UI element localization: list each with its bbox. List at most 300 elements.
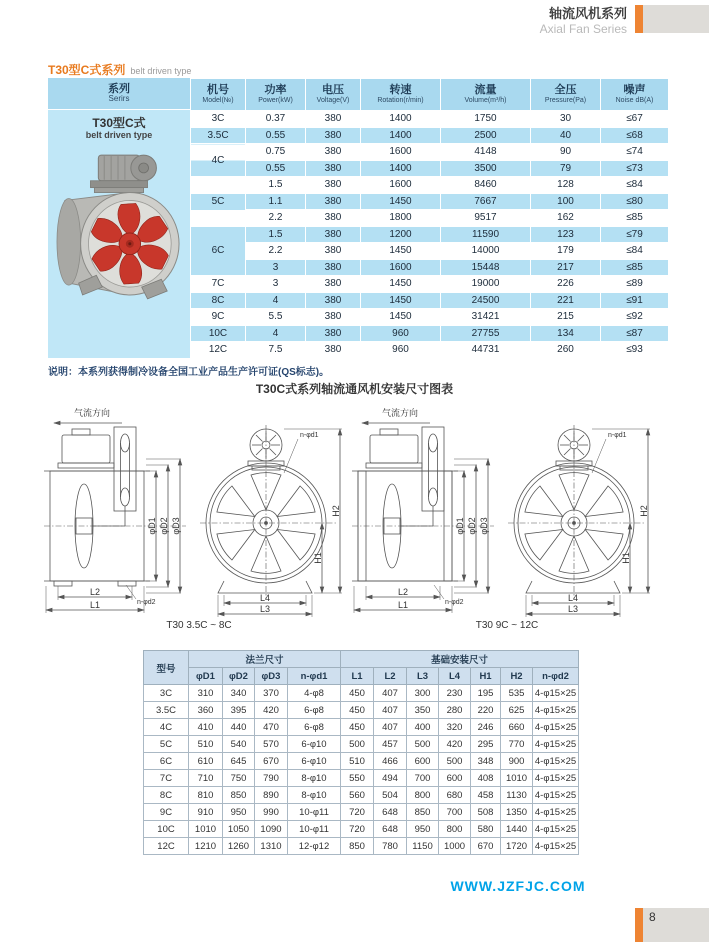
spec-cell-rotation: 960 xyxy=(361,325,441,342)
spec-header-row xyxy=(191,79,669,111)
dim-cell: 580 xyxy=(471,821,501,838)
header-title-en: Axial Fan Series xyxy=(539,22,627,37)
spec-cell-noise: ≤92 xyxy=(601,309,669,326)
dim-cell: 810 xyxy=(189,787,223,804)
dim-h2-label: H2 xyxy=(331,505,341,517)
spec-cell-power: 2.2 xyxy=(246,243,306,260)
spec-cell-noise: ≤67 xyxy=(601,111,669,128)
dim-l1-label: L1 xyxy=(89,600,101,610)
dim-cell: 494 xyxy=(374,770,407,787)
dim-subheader: L1 xyxy=(341,668,374,685)
spec-cell-power: 1.1 xyxy=(246,193,306,210)
col-header-rotation: 转速 Rotation(r/min) xyxy=(361,79,441,111)
spec-table-title xyxy=(48,61,191,78)
spec-cell-rotation: 1400 xyxy=(361,111,441,128)
dim-cell: 12-φ12 xyxy=(288,838,341,855)
dim-cell: 395 xyxy=(223,702,255,719)
dim-cell: 1260 xyxy=(223,838,255,855)
dim-cell: 535 xyxy=(501,685,533,702)
dim-cell: 504 xyxy=(374,787,407,804)
series-header-cell xyxy=(48,78,190,110)
spec-model-cell: 3C xyxy=(191,111,246,128)
dim-cell: 850 xyxy=(223,787,255,804)
dim-cell: 6-φ10 xyxy=(288,736,341,753)
dim-cell: 800 xyxy=(439,821,471,838)
dim-h1-label: H1 xyxy=(621,552,631,564)
spec-cell-rotation: 1800 xyxy=(361,210,441,227)
spec-cell-power: 0.37 xyxy=(246,111,306,128)
dim-cell: 770 xyxy=(501,736,533,753)
spec-cell-noise: ≤79 xyxy=(601,226,669,243)
spec-cell-voltage: 380 xyxy=(306,210,361,227)
col-header-model: 机号 Model(№) xyxy=(191,79,246,111)
dim-header-model: 型号 xyxy=(144,651,189,685)
dim-d2-label: φD2 xyxy=(159,517,169,535)
spec-cell-voltage: 380 xyxy=(306,309,361,326)
dim-subheader: φD3 xyxy=(255,668,288,685)
spec-row xyxy=(191,259,669,276)
spec-cell-volume: 1750 xyxy=(441,111,531,128)
spec-cell-power: 7.5 xyxy=(246,342,306,359)
dim-cell: 610 xyxy=(189,753,223,770)
spec-row xyxy=(191,309,669,326)
spec-row xyxy=(191,210,669,227)
dim-cell: 470 xyxy=(255,719,288,736)
dim-cell: 800 xyxy=(407,787,439,804)
dim-cell: 458 xyxy=(471,787,501,804)
dim-header-base: 基础安装尺寸 xyxy=(341,651,579,668)
dim-cell: 348 xyxy=(471,753,501,770)
spec-cell-noise: ≤84 xyxy=(601,177,669,194)
dim-l2-label: L2 xyxy=(397,587,409,597)
spec-cell-noise: ≤93 xyxy=(601,342,669,359)
page-number: 8 xyxy=(643,908,709,942)
dim-cell: 560 xyxy=(341,787,374,804)
dim-subheader: H2 xyxy=(501,668,533,685)
dim-header-flange: 法兰尺寸 xyxy=(189,651,341,668)
spec-cell-volume: 14000 xyxy=(441,243,531,260)
dim-cell: 10-φ11 xyxy=(288,821,341,838)
spec-cell-pressure: 128 xyxy=(531,177,601,194)
spec-title-zh: T30型C式系列 xyxy=(48,63,126,77)
dim-model-cell: 7C xyxy=(144,770,189,787)
spec-cell-noise: ≤74 xyxy=(601,144,669,161)
spec-cell-pressure: 226 xyxy=(531,276,601,293)
dim-cell: 10-φ11 xyxy=(288,804,341,821)
page-number-box xyxy=(635,908,709,942)
spec-cell-noise: ≤87 xyxy=(601,325,669,342)
dim-row xyxy=(144,787,579,804)
dim-cell: 300 xyxy=(407,685,439,702)
spec-cell-rotation: 1600 xyxy=(361,144,441,161)
spec-cell-rotation: 1400 xyxy=(361,160,441,177)
spec-row xyxy=(191,193,669,210)
spec-row xyxy=(191,160,669,177)
dim-l4-label: L4 xyxy=(259,593,271,603)
series-header-zh: 系列 xyxy=(108,83,130,96)
dim-cell: 408 xyxy=(471,770,501,787)
spec-cell-volume: 9517 xyxy=(441,210,531,227)
dim-row xyxy=(144,753,579,770)
dim-d1-label: φD1 xyxy=(455,517,465,535)
spec-cell-rotation: 1450 xyxy=(361,193,441,210)
spec-cell-noise: ≤84 xyxy=(601,243,669,260)
spec-row xyxy=(191,342,669,359)
dim-cell: 680 xyxy=(439,787,471,804)
dim-cell: 6-φ10 xyxy=(288,753,341,770)
fan-product-image xyxy=(55,144,183,312)
dimension-table-body xyxy=(144,685,579,855)
spec-cell-rotation: 960 xyxy=(361,342,441,359)
spec-cell-noise: ≤85 xyxy=(601,210,669,227)
dim-cell: 4-φ15×25 xyxy=(533,838,579,855)
dim-cell: 1350 xyxy=(501,804,533,821)
dim-cell: 420 xyxy=(439,736,471,753)
dim-cell: 710 xyxy=(189,770,223,787)
spec-cell-voltage: 380 xyxy=(306,276,361,293)
dim-model-cell: 3C xyxy=(144,685,189,702)
series-header-en: Serirs xyxy=(108,94,130,104)
col-header-voltage: 电压 Voltage(V) xyxy=(306,79,361,111)
dim-cell: 4-φ15×25 xyxy=(533,787,579,804)
dim-cell: 910 xyxy=(189,804,223,821)
spec-model-cell: 6C xyxy=(191,226,246,276)
spec-row xyxy=(191,292,669,309)
dim-cell: 400 xyxy=(407,719,439,736)
dim-cell: 450 xyxy=(341,719,374,736)
spec-cell-power: 1.5 xyxy=(246,226,306,243)
dim-cell: 500 xyxy=(407,736,439,753)
spec-cell-pressure: 215 xyxy=(531,309,601,326)
airflow-label: 气流方向 xyxy=(74,408,111,418)
spec-cell-power: 0.55 xyxy=(246,160,306,177)
dim-model-cell: 5C xyxy=(144,736,189,753)
dim-cell: 790 xyxy=(255,770,288,787)
dim-cell: 550 xyxy=(341,770,374,787)
dim-nd1-label: n-φd1 xyxy=(608,432,627,439)
dim-subheader: H1 xyxy=(471,668,501,685)
spec-model-cell: 8C xyxy=(191,292,246,309)
spec-cell-voltage: 380 xyxy=(306,226,361,243)
dim-cell: 246 xyxy=(471,719,501,736)
dim-cell: 645 xyxy=(223,753,255,770)
gray-box xyxy=(643,5,709,33)
dim-cell: 360 xyxy=(189,702,223,719)
dim-subheader: L4 xyxy=(439,668,471,685)
dim-nd2-label: n-φd2 xyxy=(445,599,464,606)
spec-cell-rotation: 1450 xyxy=(361,243,441,260)
spec-row xyxy=(191,144,669,161)
series-column xyxy=(48,78,190,358)
dim-cell: 990 xyxy=(255,804,288,821)
spec-cell-voltage: 380 xyxy=(306,243,361,260)
dim-row xyxy=(144,770,579,787)
spec-cell-voltage: 380 xyxy=(306,111,361,128)
orange-bar xyxy=(635,908,643,942)
dim-cell: 295 xyxy=(471,736,501,753)
dim-cell: 1440 xyxy=(501,821,533,838)
spec-cell-voltage: 380 xyxy=(306,325,361,342)
dim-cell: 410 xyxy=(189,719,223,736)
dim-cell: 600 xyxy=(439,770,471,787)
dim-cell: 6-φ8 xyxy=(288,702,341,719)
spec-table-body xyxy=(191,111,669,359)
spec-cell-voltage: 380 xyxy=(306,127,361,144)
dim-model-cell: 9C xyxy=(144,804,189,821)
dim-d3-label: φD3 xyxy=(479,517,489,535)
dim-subheader: n-φd1 xyxy=(288,668,341,685)
dim-cell: 280 xyxy=(439,702,471,719)
dim-cell: 500 xyxy=(341,736,374,753)
col-header-power: 功率 Power(kW) xyxy=(246,79,306,111)
dim-cell: 720 xyxy=(341,804,374,821)
spec-cell-volume: 8460 xyxy=(441,177,531,194)
dim-cell: 780 xyxy=(374,838,407,855)
dim-cell: 850 xyxy=(407,804,439,821)
series-name-zh: T30型C式 xyxy=(92,116,146,130)
dim-cell: 540 xyxy=(223,736,255,753)
spec-cell-power: 1.5 xyxy=(246,177,306,194)
spec-cell-rotation: 1600 xyxy=(361,259,441,276)
dim-cell: 466 xyxy=(374,753,407,770)
dim-cell: 4-φ15×25 xyxy=(533,685,579,702)
spec-cell-pressure: 134 xyxy=(531,325,601,342)
dim-cell: 700 xyxy=(439,804,471,821)
spec-cell-power: 2.2 xyxy=(246,210,306,227)
dim-cell: 890 xyxy=(255,787,288,804)
install-diagram-small xyxy=(44,403,354,618)
series-name-en: belt driven type xyxy=(85,130,153,141)
dim-cell: 320 xyxy=(439,719,471,736)
spec-model-cell: 9C xyxy=(191,309,246,326)
dim-subheader: φD1 xyxy=(189,668,223,685)
dim-cell: 407 xyxy=(374,685,407,702)
dim-cell: 1010 xyxy=(189,821,223,838)
col-header-noise: 噪声 Noise dB(A) xyxy=(601,79,669,111)
dim-cell: 340 xyxy=(223,685,255,702)
spec-row xyxy=(191,325,669,342)
spec-cell-voltage: 380 xyxy=(306,144,361,161)
dim-nd1-label: n-φd1 xyxy=(300,432,319,439)
dim-cell: 407 xyxy=(374,702,407,719)
dim-cell: 900 xyxy=(501,753,533,770)
dim-cell: 440 xyxy=(223,719,255,736)
dim-row xyxy=(144,804,579,821)
spec-cell-power: 3 xyxy=(246,259,306,276)
dim-row xyxy=(144,838,579,855)
dim-subheader: n-φd2 xyxy=(533,668,579,685)
spec-cell-power: 4 xyxy=(246,292,306,309)
dim-row xyxy=(144,821,579,838)
dim-cell: 1210 xyxy=(189,838,223,855)
dim-cell: 510 xyxy=(189,736,223,753)
header-title-zh: 轴流风机系列 xyxy=(548,6,627,21)
dim-cell: 950 xyxy=(223,804,255,821)
spec-cell-rotation: 1200 xyxy=(361,226,441,243)
dim-cell: 670 xyxy=(471,838,501,855)
dim-cell: 6-φ8 xyxy=(288,719,341,736)
spec-cell-rotation: 1600 xyxy=(361,177,441,194)
spec-cell-rotation: 1450 xyxy=(361,276,441,293)
dim-cell: 350 xyxy=(407,702,439,719)
spec-cell-voltage: 380 xyxy=(306,259,361,276)
dim-row xyxy=(144,702,579,719)
dim-l2-label: L2 xyxy=(89,587,101,597)
spec-cell-voltage: 380 xyxy=(306,177,361,194)
dim-cell: 407 xyxy=(374,719,407,736)
header-corner-decoration xyxy=(635,5,709,33)
spec-cell-noise: ≤85 xyxy=(601,259,669,276)
spec-cell-pressure: 221 xyxy=(531,292,601,309)
spec-cell-voltage: 380 xyxy=(306,193,361,210)
spec-row xyxy=(191,226,669,243)
dim-cell: 457 xyxy=(374,736,407,753)
spec-cell-pressure: 162 xyxy=(531,210,601,227)
spec-row xyxy=(191,127,669,144)
airflow-label: 气流方向 xyxy=(382,408,419,418)
spec-cell-volume: 2500 xyxy=(441,127,531,144)
spec-cell-pressure: 260 xyxy=(531,342,601,359)
dim-header-row-1 xyxy=(144,651,579,668)
dim-d3-label: φD3 xyxy=(171,517,181,535)
spec-cell-power: 0.75 xyxy=(246,144,306,161)
spec-row xyxy=(191,243,669,260)
dim-nd2-label: n-φd2 xyxy=(137,599,156,606)
spec-cell-volume: 15448 xyxy=(441,259,531,276)
dimension-table xyxy=(143,650,579,855)
dim-cell: 500 xyxy=(439,753,471,770)
spec-cell-noise: ≤68 xyxy=(601,127,669,144)
dim-cell: 850 xyxy=(341,838,374,855)
spec-cell-volume: 27755 xyxy=(441,325,531,342)
dim-cell: 230 xyxy=(439,685,471,702)
dim-cell: 670 xyxy=(255,753,288,770)
spec-cell-pressure: 40 xyxy=(531,127,601,144)
dim-cell: 750 xyxy=(223,770,255,787)
dim-cell: 4-φ15×25 xyxy=(533,821,579,838)
dim-h2-label: H2 xyxy=(639,505,649,517)
dim-d2-label: φD2 xyxy=(467,517,477,535)
spec-cell-power: 5.5 xyxy=(246,309,306,326)
spec-cell-volume: 7667 xyxy=(441,193,531,210)
dim-cell: 4-φ15×25 xyxy=(533,804,579,821)
spec-cell-voltage: 380 xyxy=(306,292,361,309)
dim-cell: 1050 xyxy=(223,821,255,838)
dim-header-row-2 xyxy=(144,668,579,685)
spec-cell-volume: 19000 xyxy=(441,276,531,293)
dim-subheader: φD2 xyxy=(223,668,255,685)
col-header-volume: 流量 Volume(m³/h) xyxy=(441,79,531,111)
dim-cell: 220 xyxy=(471,702,501,719)
spec-cell-power: 4 xyxy=(246,325,306,342)
spec-cell-volume: 4148 xyxy=(441,144,531,161)
dim-cell: 510 xyxy=(341,753,374,770)
dim-cell: 370 xyxy=(255,685,288,702)
website-link[interactable]: WWW.JZFJC.COM xyxy=(450,878,586,894)
dim-cell: 450 xyxy=(341,685,374,702)
dim-model-cell: 3.5C xyxy=(144,702,189,719)
spec-cell-pressure: 123 xyxy=(531,226,601,243)
spec-cell-noise: ≤73 xyxy=(601,160,669,177)
dim-cell: 4-φ15×25 xyxy=(533,753,579,770)
series-cell xyxy=(48,110,190,358)
spec-cell-volume: 31421 xyxy=(441,309,531,326)
spec-cell-noise: ≤80 xyxy=(601,193,669,210)
dim-d1-label: φD1 xyxy=(147,517,157,535)
spec-row xyxy=(191,177,669,194)
spec-cell-pressure: 30 xyxy=(531,111,601,128)
dim-cell: 4-φ15×25 xyxy=(533,702,579,719)
spec-table xyxy=(190,78,669,359)
spec-cell-power: 3 xyxy=(246,276,306,293)
spec-cell-volume: 44731 xyxy=(441,342,531,359)
dim-l3-label: L3 xyxy=(567,604,579,614)
dim-cell: 508 xyxy=(471,804,501,821)
spec-cell-pressure: 217 xyxy=(531,259,601,276)
spec-row xyxy=(191,111,669,128)
dim-cell: 1010 xyxy=(501,770,533,787)
dim-subheader: L2 xyxy=(374,668,407,685)
dim-cell: 570 xyxy=(255,736,288,753)
spec-cell-power: 0.55 xyxy=(246,127,306,144)
spec-model-cell: 5C xyxy=(191,177,246,227)
dim-cell: 648 xyxy=(374,804,407,821)
spec-cell-pressure: 90 xyxy=(531,144,601,161)
dim-cell: 1150 xyxy=(407,838,439,855)
dim-cell: 950 xyxy=(407,821,439,838)
dim-l4-label: L4 xyxy=(567,593,579,603)
dim-cell: 195 xyxy=(471,685,501,702)
orange-bar xyxy=(635,5,643,33)
install-section-title: T30C式系列轴流通风机安装尺寸图表 xyxy=(255,382,454,396)
spec-cell-voltage: 380 xyxy=(306,342,361,359)
spec-cell-noise: ≤89 xyxy=(601,276,669,293)
dim-cell: 648 xyxy=(374,821,407,838)
dim-model-cell: 10C xyxy=(144,821,189,838)
spec-model-cell: 12C xyxy=(191,342,246,359)
dim-cell: 660 xyxy=(501,719,533,736)
dim-subheader: L3 xyxy=(407,668,439,685)
spec-cell-rotation: 1450 xyxy=(361,309,441,326)
dim-row xyxy=(144,685,579,702)
spec-row xyxy=(191,276,669,293)
diagram-caption-large: T30 9C ~ 12C xyxy=(475,620,539,631)
spec-cell-rotation: 1450 xyxy=(361,292,441,309)
spec-model-cell: 10C xyxy=(191,325,246,342)
spec-cell-pressure: 179 xyxy=(531,243,601,260)
spec-cell-volume: 3500 xyxy=(441,160,531,177)
dim-h1-label: H1 xyxy=(313,552,323,564)
dim-cell: 4-φ8 xyxy=(288,685,341,702)
dim-cell: 700 xyxy=(407,770,439,787)
dim-cell: 8-φ10 xyxy=(288,787,341,804)
dim-cell: 720 xyxy=(341,821,374,838)
dim-cell: 1000 xyxy=(439,838,471,855)
spec-title-en: belt driven type xyxy=(130,66,192,76)
dim-cell: 310 xyxy=(189,685,223,702)
dim-cell: 8-φ10 xyxy=(288,770,341,787)
spec-cell-voltage: 380 xyxy=(306,160,361,177)
dim-row xyxy=(144,736,579,753)
spec-model-cell: 7C xyxy=(191,276,246,293)
spec-model-cell: 4C xyxy=(191,144,246,177)
spec-cell-rotation: 1400 xyxy=(361,127,441,144)
dim-cell: 420 xyxy=(255,702,288,719)
dim-model-cell: 12C xyxy=(144,838,189,855)
spec-cell-pressure: 100 xyxy=(531,193,601,210)
spec-cell-volume: 11590 xyxy=(441,226,531,243)
spec-cell-volume: 24500 xyxy=(441,292,531,309)
